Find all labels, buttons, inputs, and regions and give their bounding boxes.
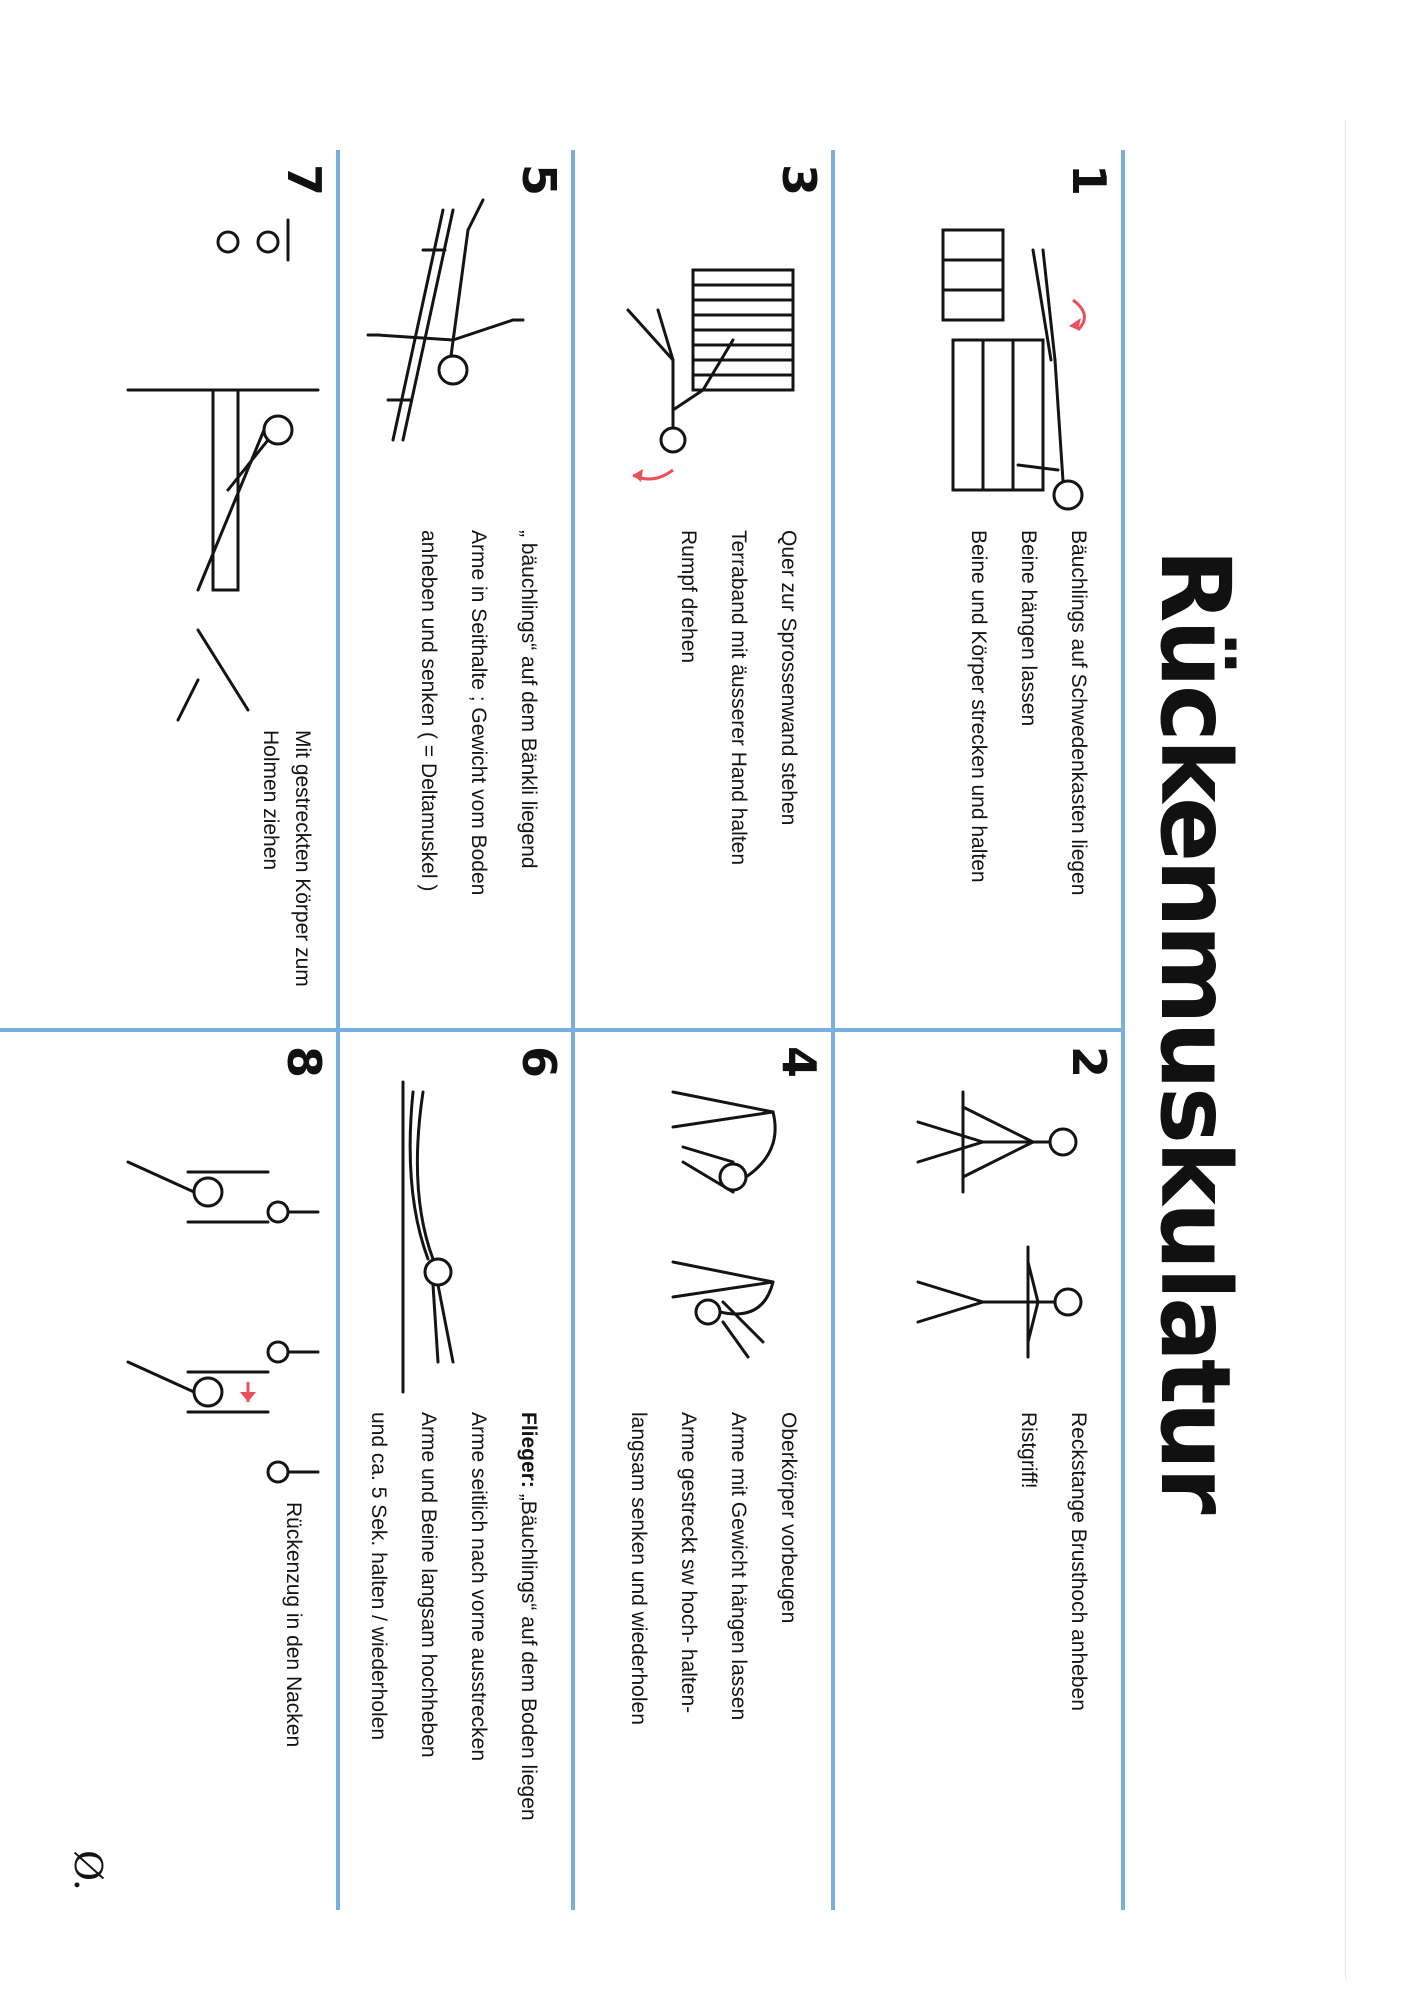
exercise-6 (340, 1032, 571, 1912)
exercise-number: 5 (512, 164, 566, 197)
instruction-line: Quer zur Sprossenwand stehen (777, 530, 800, 826)
instruction-line (503, 1412, 553, 1912)
instruction-line: Beine und Körper strecken und halten (967, 530, 990, 883)
instruction-line: Reckstange Brusthoch anheben (1067, 1412, 1090, 1711)
exercise-number: 6 (512, 1046, 566, 1079)
instruction-line: Rumpf drehen (677, 530, 700, 664)
exercise-instructions (613, 1412, 813, 1912)
instruction-line: Arme und Beine langsam hochheben (417, 1412, 440, 1758)
signature-mark: Ø. (66, 1850, 110, 1892)
instruction-line: Rückenzug in den Nacken (282, 1502, 305, 1748)
exercise-label: Flieger: (517, 1412, 540, 1488)
exercise-instructions (1003, 1412, 1103, 1912)
rings-neck-pull-figure-icon (118, 1072, 328, 1532)
instruction-line: Terraband mit äusserer Hand halten (727, 530, 750, 866)
exercise-3 (575, 150, 831, 1030)
exercise-number: 8 (277, 1046, 331, 1079)
bent-over-weights-figure-icon (613, 1072, 823, 1412)
exercise-1 (835, 150, 1121, 1030)
instruction-line: Mit gestreckten Körper zum Holmen ziehen (259, 730, 314, 987)
exercise-5 (340, 150, 571, 1030)
floor-flyer-figure-icon (353, 1072, 563, 1412)
exercise-8 (0, 1032, 336, 1912)
exercise-sheet (0, 150, 1260, 1910)
vaulting-box-back-extension-figure-icon (903, 190, 1113, 530)
exercise-number: 3 (772, 164, 826, 197)
instruction-line: anheben und senken ( = Deltamuskel ) (417, 530, 440, 892)
bar-chest-lift-figure-icon (903, 1072, 1113, 1412)
exercise-number: 1 (1062, 164, 1116, 197)
instruction-line: Arme seitlich nach vorne ausstrecken (467, 1412, 490, 1761)
bench-deltoid-raise-figure-icon (353, 190, 563, 530)
exercise-7 (0, 150, 336, 1030)
instruction-text: „Bäuchlings“ auf dem Boden liegen (517, 1493, 540, 1821)
instruction-line: Bäuchlings auf Schwedenkasten liegen (1067, 530, 1090, 896)
instruction-line: und ca. 5 Sek. halten / wiederholen (367, 1412, 390, 1741)
exercise-4 (575, 1032, 831, 1912)
instruction-line: Ristgriff! (1017, 1412, 1040, 1489)
instruction-line: Arme in Seithalte ; Gewicht vom Boden (467, 530, 490, 896)
exercise-instructions (663, 530, 813, 1030)
exercise-instructions (268, 1502, 318, 1912)
instruction-line: Oberkörper vorbeugen (777, 1412, 800, 1624)
exercise-number: 4 (772, 1046, 826, 1079)
instruction-line: „ bäuchlings“ auf dem Bänkli liegend (517, 530, 540, 869)
instruction-line: Beine hängen lassen (1017, 530, 1040, 727)
instruction-line: Arme mit Gewicht hängen lassen (727, 1412, 750, 1721)
exercise-2 (835, 1032, 1121, 1912)
exercise-instructions (353, 1412, 553, 1912)
page-title: Rückenmuskulatur (1139, 548, 1251, 1512)
exercise-instructions (953, 530, 1103, 1030)
scan-edge (1345, 120, 1346, 1980)
wall-bars-theraband-figure-icon (613, 190, 823, 530)
exercise-number: 2 (1062, 1046, 1116, 1079)
exercise-number: 7 (277, 164, 331, 197)
parallel-bar-row-figure-icon (118, 190, 328, 750)
instruction-line: langsam senken und wiederholen (627, 1412, 650, 1725)
exercise-instructions (254, 730, 318, 1030)
instruction-line: Arme gestreckt sw hoch- halten- (677, 1412, 700, 1714)
exercise-instructions (403, 530, 553, 1030)
